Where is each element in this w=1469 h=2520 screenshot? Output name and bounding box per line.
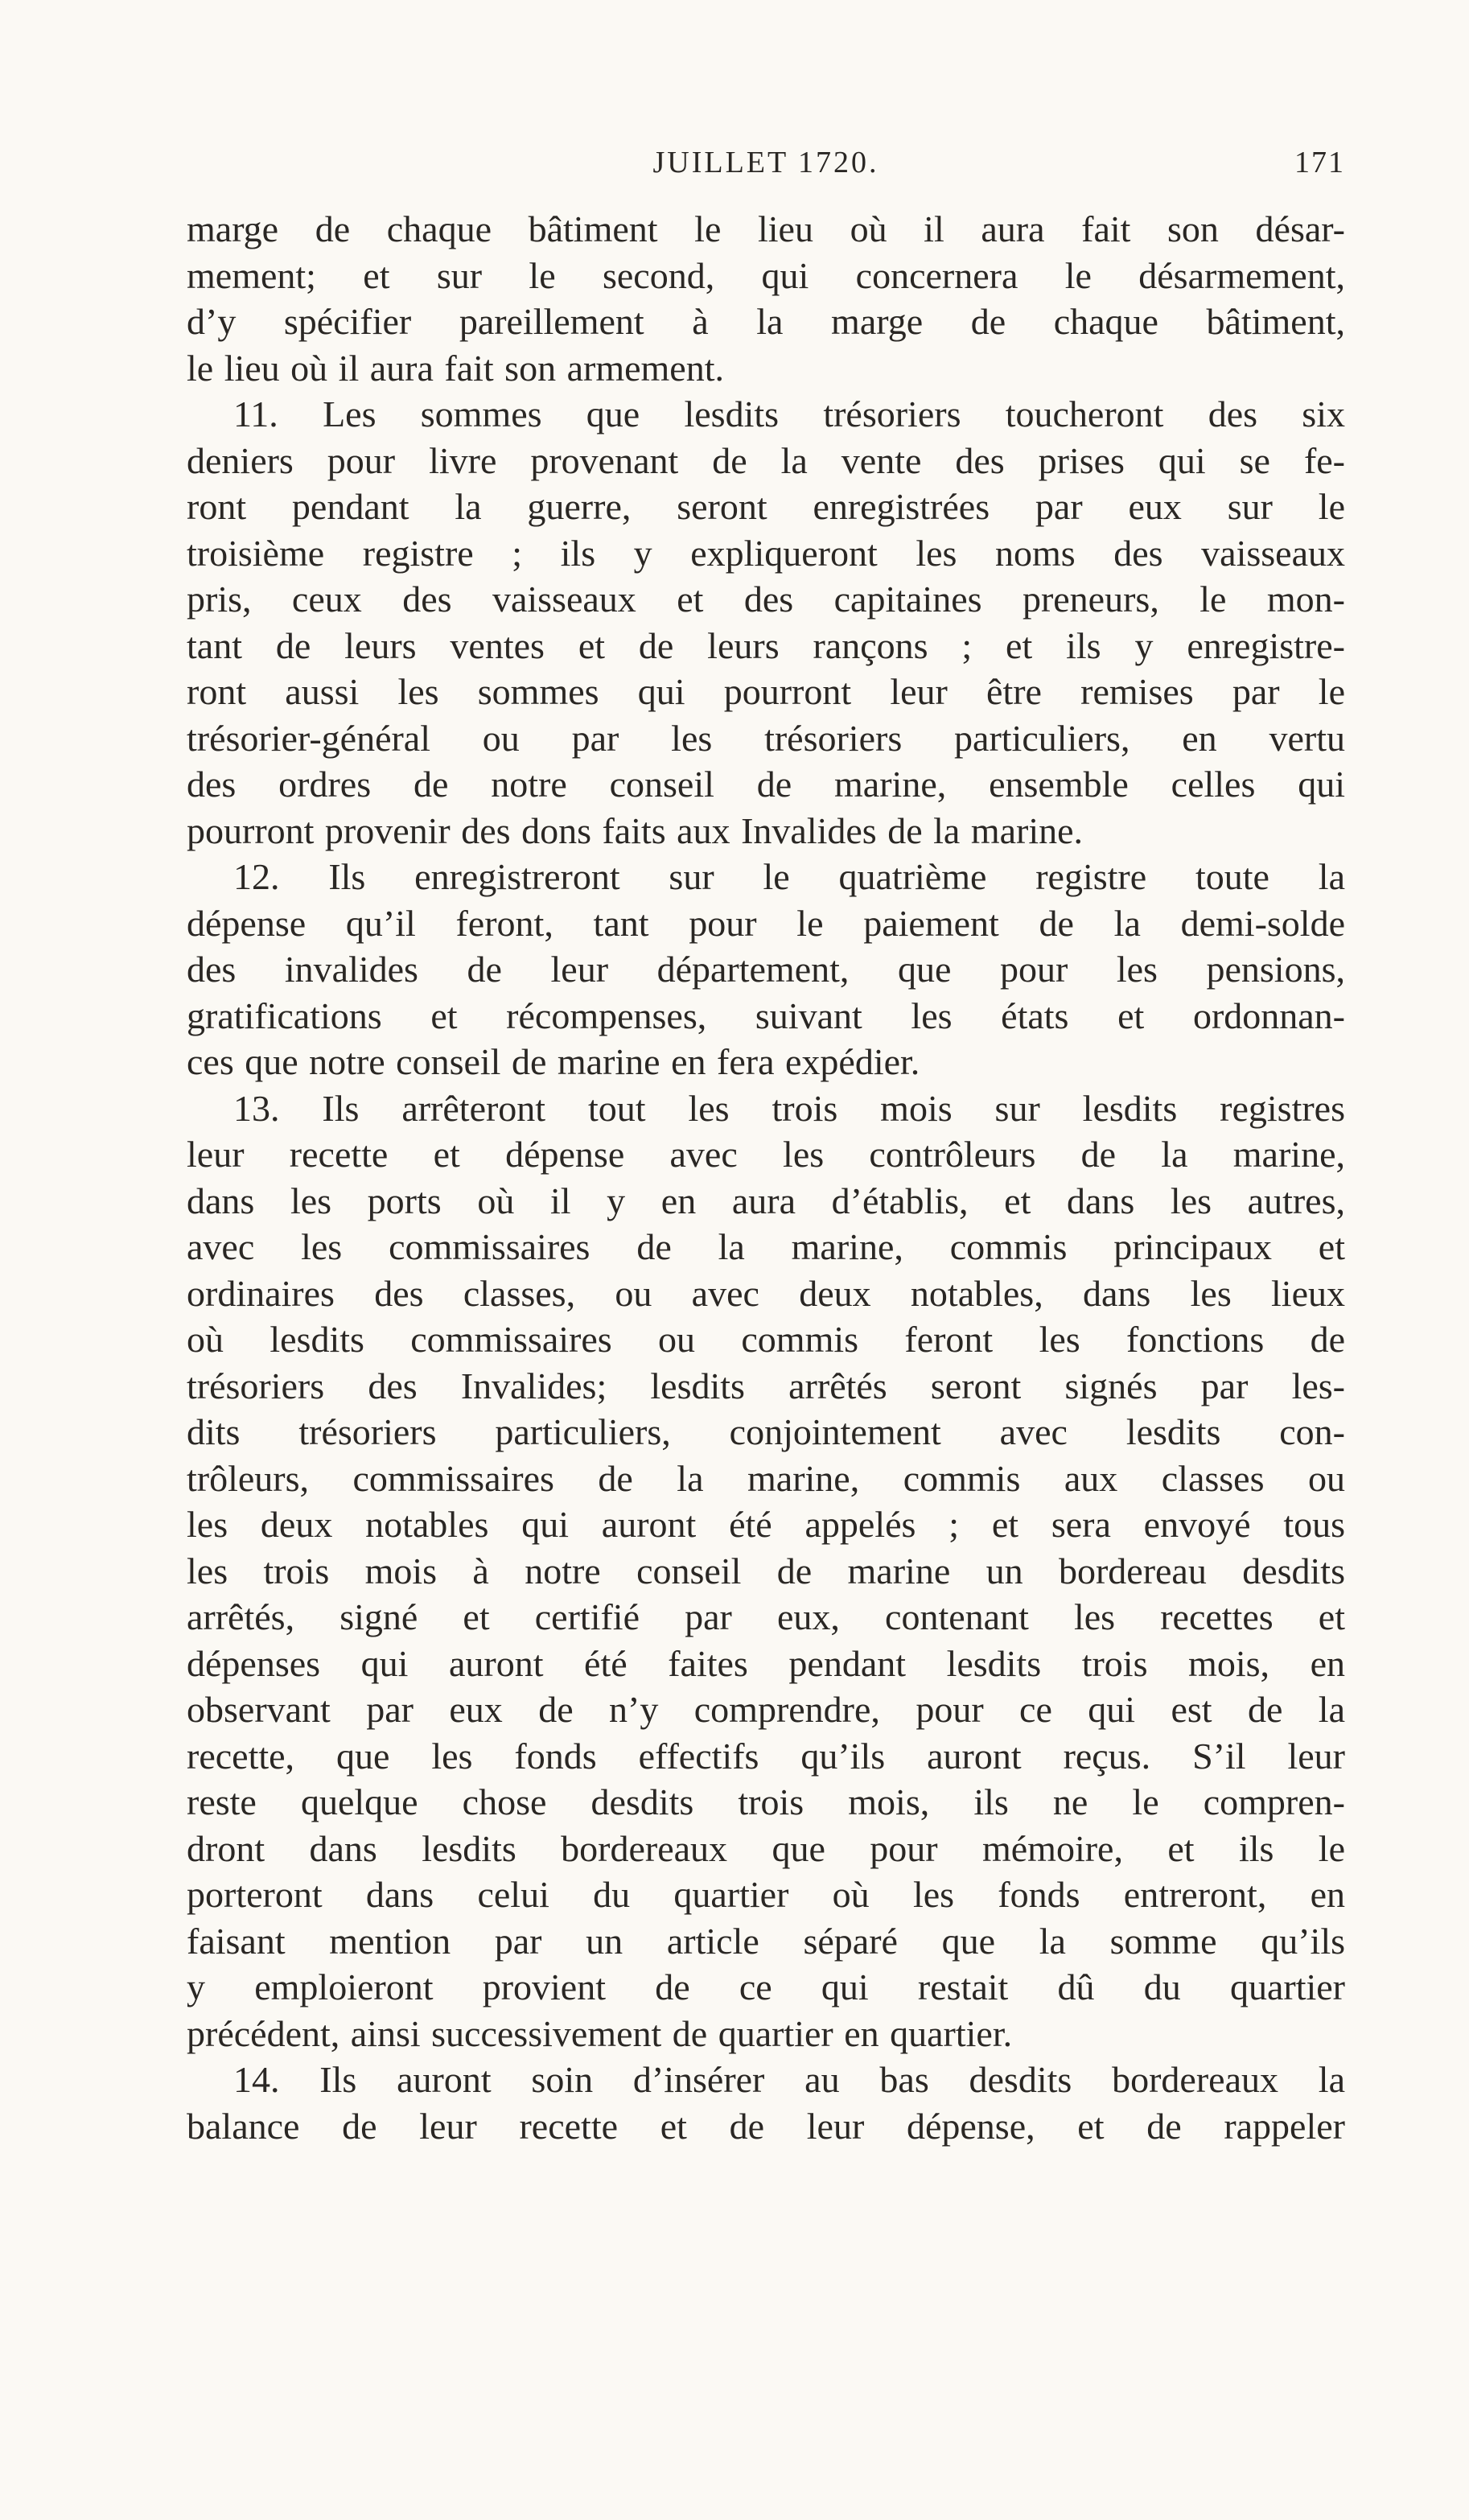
text-line: faisant mention par un article séparé que la somme qu’ils [187, 1920, 1345, 1962]
page-number: 171 [1294, 146, 1345, 179]
text-line: les deux notables qui auront été appelés ; et sera envoyé tous [187, 1504, 1345, 1545]
text-line: 14. Ils auront soin d’insérer au bas desdits bordereaux la [233, 2059, 1345, 2100]
text-line: 13. Ils arrêteront tout les trois mois sur lesdits registres [233, 1087, 1345, 1129]
running-title: JUILLET 1720. [652, 146, 879, 179]
text-line: pourront provenir des dons faits aux Invalides de la marine. [187, 809, 1084, 851]
text-line: dans les ports où il y en aura d’établis, et dans les autres, [187, 1180, 1345, 1221]
text-line: reste quelque chose desdits trois mois, ils ne le compren- [187, 1781, 1345, 1822]
text-line: deniers pour livre provenant de la vente des prises qui se fe- [187, 439, 1345, 481]
text-line: marge de chaque bâtiment le lieu où il aura fait son désar- [187, 208, 1345, 249]
text-line: balance de leur recette et de leur dépense, et de rappeler [187, 2105, 1345, 2147]
text-line: dépenses qui auront été faites pendant lesdits trois mois, en [187, 1642, 1345, 1684]
page-header [187, 137, 1345, 193]
text-line: recette, que les fonds effectifs qu’ils auront reçus. S’il leur [187, 1735, 1345, 1777]
text-line: les trois mois à notre conseil de marine un bordereau desdits [187, 1550, 1345, 1591]
text-line: mement; et sur le second, qui concernera le désarmement, [187, 254, 1345, 296]
text-line: leur recette et dépense avec les contrôleurs de la marine, [187, 1134, 1345, 1175]
body-text [187, 206, 1345, 2149]
text-line: trésorier-général ou par les trésoriers particuliers, en vertu [187, 717, 1345, 759]
text-line: où lesdits commissaires ou commis feront les fonctions de [187, 1319, 1345, 1360]
text-line: d’y spécifier pareillement à la marge de chaque bâtiment, [187, 301, 1345, 342]
text-line: observant par eux de n’y comprendre, pour ce qui est de la [187, 1689, 1345, 1730]
text-line: ces que notre conseil de marine en fera expédier. [187, 1041, 920, 1082]
text-line: ront pendant la guerre, seront enregistrées par eux sur le [187, 486, 1345, 527]
text-line: gratifications et récompenses, suivant les états et ordonnan- [187, 994, 1345, 1036]
text-line: trésoriers des Invalides; lesdits arrêtés seront signés par les- [187, 1365, 1345, 1406]
text-line: dits trésoriers particuliers, conjointement avec lesdits con- [187, 1411, 1345, 1452]
text-line: arrêtés, signé et certifié par eux, contenant les recettes et [187, 1596, 1345, 1637]
text-line: ordinaires des classes, ou avec deux notables, dans les lieux [187, 1272, 1345, 1314]
text-line: 12. Ils enregistreront sur le quatrième registre toute la [233, 856, 1345, 897]
book-page [187, 137, 1345, 2149]
text-line: le lieu où il aura fait son armement. [187, 347, 724, 389]
text-line: dépense qu’il feront, tant pour le paiement de la demi-solde [187, 902, 1345, 944]
text-line: porteront dans celui du quartier où les fonds entreront, en [187, 1874, 1345, 1915]
text-line: troisième registre ; ils y expliqueront les noms des vaisseaux [187, 532, 1345, 574]
text-line: des ordres de notre conseil de marine, ensemble celles qui [187, 764, 1345, 805]
text-line: trôleurs, commissaires de la marine, commis aux classes ou [187, 1457, 1345, 1499]
text-line: tant de leurs ventes et de leurs rançons ; et ils y enregistre- [187, 624, 1345, 666]
text-line: avec les commissaires de la marine, commis principaux et [187, 1226, 1345, 1267]
text-line: ront aussi les sommes qui pourront leur être remises par le [187, 671, 1345, 712]
text-line: y emploieront provient de ce qui restait dû du quartier [187, 1966, 1345, 2007]
text-line: des invalides de leur département, que pour les pensions, [187, 949, 1345, 990]
text-line: précédent, ainsi successivement de quartier en quartier. [187, 2012, 1013, 2054]
text-line: dront dans lesdits bordereaux que pour mémoire, et ils le [187, 1827, 1345, 1869]
text-line: pris, ceux des vaisseaux et des capitaines preneurs, le mon- [187, 579, 1345, 620]
text-line: 11. Les sommes que lesdits trésoriers toucheront des six [233, 393, 1345, 434]
